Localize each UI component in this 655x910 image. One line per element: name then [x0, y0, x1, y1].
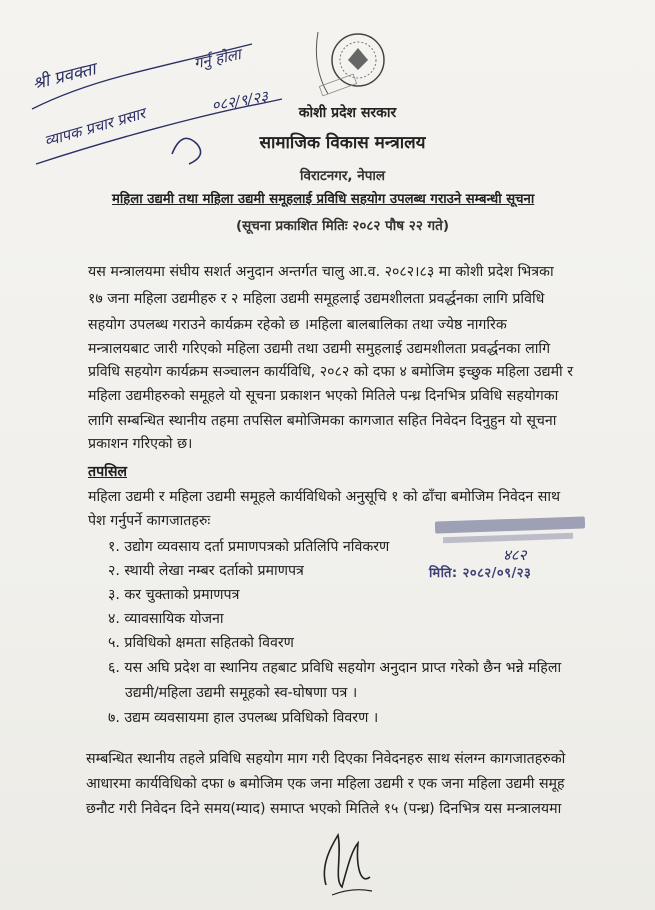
schedule-intro-line: पेश गर्नुपर्ने कागजातहरुः	[88, 513, 211, 529]
document-item: ४. व्यावसायिक योजना	[108, 611, 224, 627]
stamp-band-icon	[435, 516, 585, 533]
handwritten-line-2: व्यापक प्रचार प्रसार	[42, 104, 148, 151]
document-item: २. स्थायी लेखा नम्बर दर्ताको प्रमाणपत्र	[108, 563, 304, 579]
intro-line: मन्त्रालयबाट जारी गरिएको महिला उद्यमी तथा उद्यमी समुहलाई उद्यमशीलता प्रवर्द्धनका लागि	[88, 341, 551, 357]
intro-line: महिला उद्यमीहरुको समूहले यो सूचना प्रकाशन भएको मितिले पन्ध्र दिनभित्र प्रविधि सहयोगका	[88, 388, 559, 404]
schedule-heading: तपसिल	[88, 464, 128, 480]
document-item: ३. कर चुक्ताको प्रमाणपत्र	[108, 587, 240, 603]
intro-line: सहयोग उपलब्ध गराउने कार्यक्रम रहेको छ ।महिला बालबालिका तथा ज्येष्ठ नागरिक	[88, 317, 507, 333]
notice-subject: महिला उद्यमी तथा महिला उद्यमी समूहलाई प्रविधि सहयोग उपलब्ध गराउने सम्बन्धी सूचना	[112, 192, 535, 207]
location-text: विराटनगर, नेपाल	[299, 168, 386, 184]
schedule-intro-line: महिला उद्यमी र महिला उद्यमी समूहले कार्यविधिको अनुसूचि १ को ढाँचा बमोजिम निवेदन साथ	[88, 489, 561, 505]
document-item: ६. यस अघि प्रदेश वा स्थानिय तहबाट प्रविधि सहयोग अनुदान प्राप्त गरेको छैन भन्ने महिला	[108, 660, 562, 676]
signature	[312, 825, 382, 905]
closing-line: आधारमा कार्यविधिको दफा ७ बमोजिम एक जना महिला उद्यमी र एक जना महिला उद्यमी समूह	[86, 776, 565, 792]
handwritten-line-1: श्री प्रवक्ता	[30, 59, 98, 95]
closing-line: छनौट गरी निवेदन दिने समय(म्याद) समाप्त भएको मितिले १५ (पन्ध्र) दिनभित्र यस मन्त्रालयमा	[86, 801, 562, 817]
stamp-date: मिति: २०८२/०९/२३	[429, 566, 532, 581]
document-item-continued: उद्यमी/महिला उद्यमी समूहको स्व-घोषणा पत्र ।	[125, 685, 358, 701]
ministry-title: सामाजिक विकास मन्त्रालय	[259, 133, 426, 153]
government-title: कोशी प्रदेश सरकार	[298, 105, 397, 121]
published-date: (सूचना प्रकाशित मितिः २०८२ पौष २२ गते)	[235, 218, 449, 234]
intro-line: यस मन्त्रालयमा संघीय सशर्त अनुदान अन्तर्गत चालु आ.व. २०८२।८३ मा कोशी प्रदेश भित्रका	[88, 264, 554, 280]
signature-scribble-icon	[312, 825, 382, 905]
registration-stamp	[425, 515, 590, 587]
intro-line: प्रकाशन गरिएको छ।	[88, 436, 193, 452]
nepal-emblem-icon	[298, 20, 398, 112]
document-item: १. उद्योग व्यवसाय दर्ता प्रमाणपत्रको प्रतिलिपि नविकरण	[108, 539, 390, 555]
closing-line: सम्बन्धित स्थानीय तहले प्रविधि सहयोग माग गरी दिएका निवेदनहरु साथ संलग्न कागजातहरुको	[86, 751, 566, 767]
handwritten-date: ०८२/९/२३	[210, 87, 270, 115]
handwritten-note	[22, 14, 302, 184]
handwritten-line-3: गर्नु होला	[192, 45, 243, 73]
intro-line: प्रविधि सहयोग कार्यक्रम सञ्चालन कार्यविधि, २०८२ को दफा ४ बमोजिम इच्छुक महिला उद्यमी र	[88, 364, 574, 380]
document-item: ५. प्रविधिको क्षमता सहितको विवरण	[108, 635, 294, 651]
intro-line: लागि सम्बन्धित स्थानीय तहमा तपसिल बमोजिमका कागजात सहित निवेदन दिनुहुन यो सूचना	[88, 413, 557, 429]
stamp-number: ४८२	[503, 546, 527, 564]
government-seal	[298, 20, 398, 112]
intro-line: १७ जना महिला उद्यमीहरु र २ महिला उद्यमी समूहलाई उद्यमशीलता प्रवर्द्धनका लागि प्रविधि	[88, 291, 545, 307]
document-item: ७. उद्यम व्यवसायमा हाल उपलब्ध प्रविधिको विवरण ।	[108, 710, 379, 726]
stamp-subband-icon	[443, 533, 573, 544]
